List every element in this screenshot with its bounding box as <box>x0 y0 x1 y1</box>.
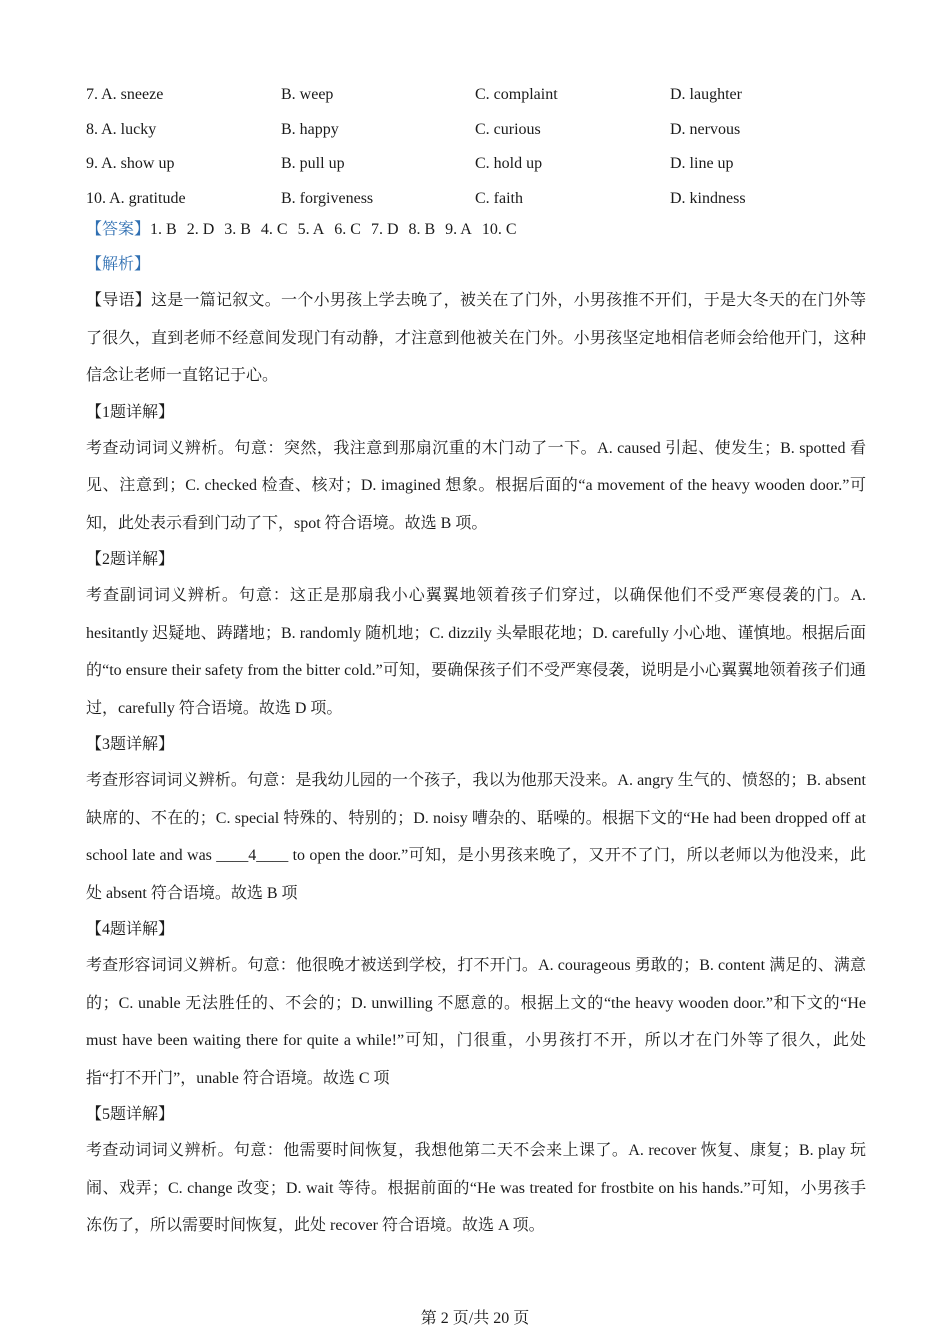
option-a: 8. A. lucky <box>86 120 157 138</box>
detail-paragraph: 考查动词词义辨析。句意：突然，我注意到那扇沉重的木门动了一下。A. caused 引起、使发生；B. spotted 看见、注意到；C. checked 检查、核对；D. imagined 想象。根据后面的“a movement of the heavy wooden door.”可知，此处表示看到门动了下，spot 符合语境。故选 B 项。 <box>86 439 866 532</box>
option-b: B. weep <box>281 86 334 104</box>
answer-item: 8. B <box>408 221 436 238</box>
detail-paragraph: 考查形容词词义辨析。句意：是我幼儿园的一个孩子，我以为他那天没来。A. angry 生气的、愤怒的；B. absent 缺席的、不在的；C. special 特殊的、特别的；D. noisy 嘈杂的、聒噪的。根据下文的“He had been dropped off at school late and was ____4____ to open the door.”可知，是小男孩来晚了，又开不了门，所以老师以为他没来，此处 absent 符合语境。故选 B 项 <box>86 772 866 902</box>
detail-heading: 【3题详解】 <box>86 736 175 753</box>
option-d: D. line up <box>670 155 734 173</box>
detail-paragraph: 考查动词词义辨析。句意：他需要时间恢复，我想他第二天不会来上课了。A. recover 恢复、康复；B. play 玩闹、戏弄；C. change 改变；D. wait 等待。根据前面的“He was treated for frostbite on his hands.”可知，小男孩手冻伤了，所以需要时间恢复，此处 recover 符合语境。故选 A 项。 <box>86 1142 866 1234</box>
answer-line <box>86 216 527 239</box>
option-b: B. pull up <box>281 155 345 173</box>
answer-item: 10. C <box>481 221 517 238</box>
answer-item: 2. D <box>186 221 215 238</box>
answer-tag: 【答案】 <box>86 221 151 238</box>
detail-heading: 【5题详解】 <box>86 1106 175 1123</box>
option-row <box>86 182 886 217</box>
answer-item: 9. A <box>445 221 472 238</box>
detail-heading: 【2题详解】 <box>86 551 175 568</box>
option-c: C. faith <box>475 189 523 207</box>
answer-item: 7. D <box>370 221 399 238</box>
detail-heading: 【1题详解】 <box>86 403 175 421</box>
page-number: 第 2 页/共 20 页 <box>420 1310 530 1327</box>
option-d: D. laughter <box>670 86 742 104</box>
option-c: C. complaint <box>475 86 558 104</box>
option-b: B. happy <box>281 120 339 138</box>
option-c: C. curious <box>475 120 541 138</box>
option-a: 10. A. gratitude <box>86 189 186 207</box>
detail-heading: 【4题详解】 <box>86 921 175 938</box>
option-row <box>86 113 886 148</box>
option-a: 9. A. show up <box>86 155 175 173</box>
option-row <box>86 78 886 113</box>
option-d: D. nervous <box>670 120 741 138</box>
detail-paragraph: 考查副词词义辨析。句意：这正是那扇我小心翼翼地领着孩子们穿过，以确保他们不受严寒侵袭的门。A. hesitantly 迟疑地、踌躇地；B. randomly 随机地；C. dizzily 头晕眼花地；D. carefully 小心地、谨慎地。根据后面的“to ensure their safety from the bitter cold.”可知，要确保孩子们不受严寒侵袭，说明是小心翼翼地领着孩子们通过，carefully 符合语境。故选 D 项。 <box>86 587 866 717</box>
answer-item: 6. C <box>334 221 361 238</box>
answer-item: 4. C <box>260 221 288 238</box>
analysis-tag: 【解析】 <box>86 256 151 273</box>
answer-item: 3. B <box>224 221 251 238</box>
option-c: C. hold up <box>475 155 543 173</box>
option-row <box>86 147 886 182</box>
detail-paragraph: 考查形容词词义辨析。句意：他很晚才被送到学校，打不开门。A. courageous 勇敢的；B. content 满足的、满意的；C. unable 无法胜任的、不会的；D. unwilling 不愿意的。根据上文的“the heavy wooden door.”和下文的“He must have been waiting there for quite a while!”可知，门很重，小男孩打不开，所以才在门外等了很久，此处指“打不开门”，unable 符合语境。故选 C 项 <box>86 957 866 1087</box>
answer-item: 5. A <box>297 221 325 238</box>
guide-paragraph: 【导语】这是一篇记叙文。一个小男孩上学去晚了，被关在了门外，小男孩推不开们，于是大冬天的在门外等了很久，直到老师不经意间发现门有动静，才注意到他被关在门外。小男孩坚定地相信老师会给他开门，这种信念让老师一直铭记于心。 <box>86 292 866 384</box>
option-d: D. kindness <box>670 189 746 207</box>
option-b: B. forgiveness <box>281 189 374 207</box>
option-a: 7. A. sneeze <box>86 86 164 104</box>
options-table <box>86 78 886 216</box>
analysis-body <box>86 282 866 1245</box>
answer-item: 1. B <box>150 221 177 238</box>
